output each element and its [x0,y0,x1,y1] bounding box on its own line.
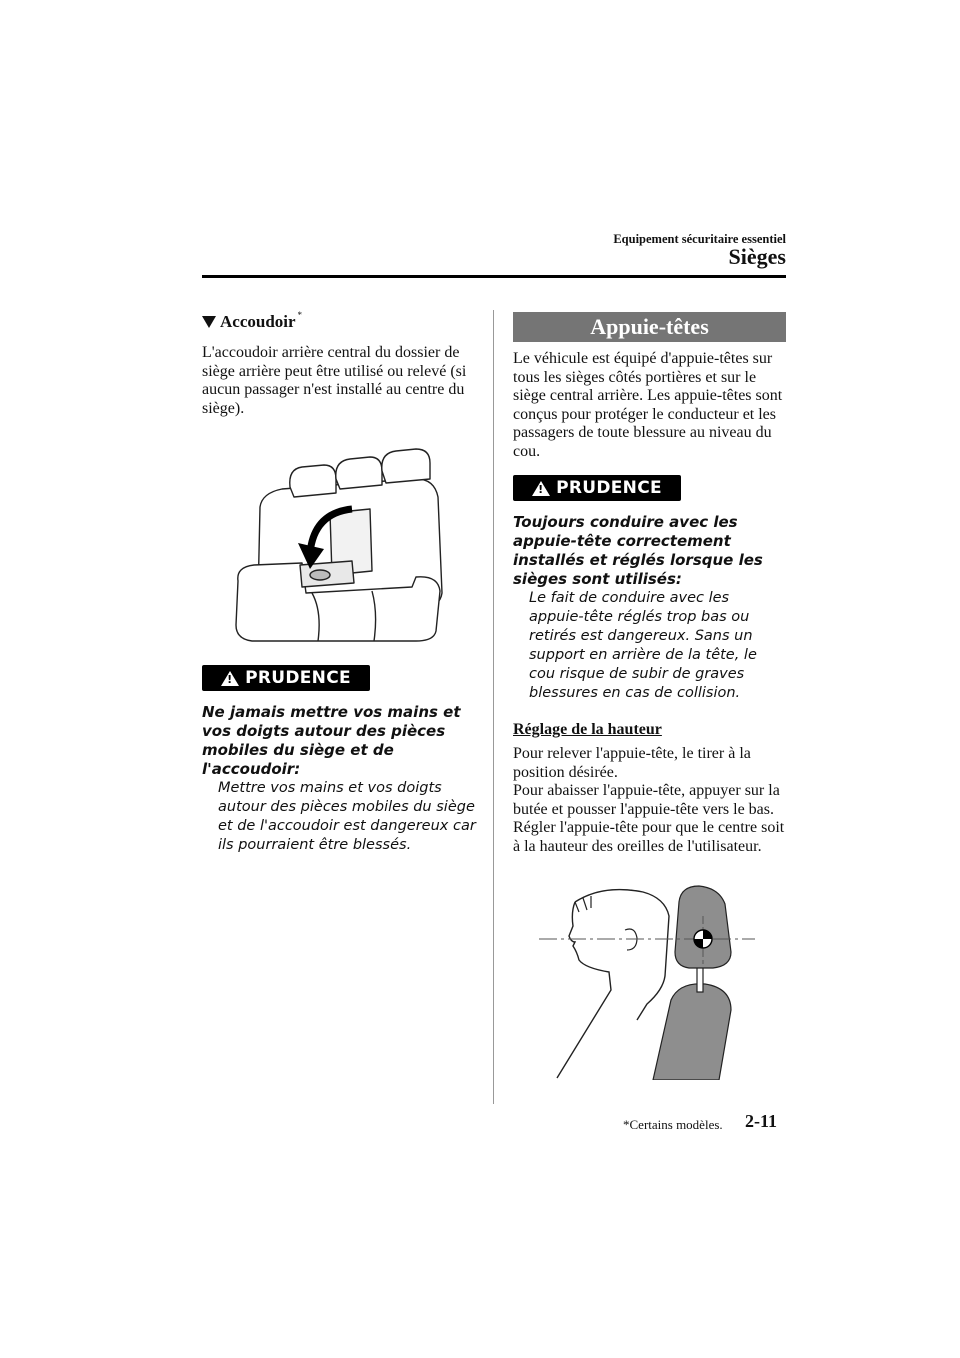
warning-icon: ! [221,671,239,686]
height-adjust-subheading: Réglage de la hauteur [513,721,662,738]
rear-seat-armrest-illustration [202,443,478,643]
column-divider [493,310,494,1104]
adjust-text-2: Pour abaisser l'appuie-tête, appuyer sur la butée et pousser l'appuie-tête vers le bas. [513,782,780,818]
section-subtitle: Equipement sécuritaire essentiel [613,232,786,246]
headrest-banner: Appuie-têtes [513,312,786,342]
adjust-text-3: Régler l'appuie-tête pour que le centre soit à la hauteur des oreilles de l'utilisateur. [513,819,785,855]
caution-heading: Toujours conduire avec les appuie-tête correctement installés et réglés lorsque les sièges sont utilisés: [513,513,763,588]
page-title: Sièges [728,244,786,269]
caution-label-text: PRUDENCE [556,478,662,498]
armrest-heading-text: Accoudoir [220,312,296,331]
right-column [513,312,786,1080]
caution-text: Mettre vos mains et vos doigts autour des pièces mobiles du siège et de l'accoudoir est dangereux car ils pourraient être blessés. [218,780,476,853]
footnote: *Certains modèles. [623,1117,723,1132]
headrest-position-illustration [513,880,786,1080]
page-number: 2-11 [745,1111,778,1131]
caution-label-text: PRUDENCE [245,668,351,688]
armrest-heading [202,312,478,332]
left-column [202,312,478,855]
caution-heading: Ne jamais mettre vos mains et vos doigts autour des pièces mobiles du siège et de l'accoudoir: [202,703,461,778]
armrest-paragraph: L'accoudoir arrière central du dossier de siège arrière peut être utilisé ou relevé (si aucun passager n'est installé au centre du siège). [202,344,467,417]
caution-label [513,475,681,501]
header-rule [202,275,786,278]
warning-icon: ! [532,481,550,496]
triangle-bullet-icon [202,316,216,328]
adjust-text-1: Pour relever l'appuie-tête, le tirer à la position désirée. [513,745,751,781]
model-marker: * [297,310,303,320]
headrest-paragraph: Le véhicule est équipé d'appuie-têtes sur tous les sièges côtés portières et sur le siège central arrière. Les appuie-têtes sont conçus pour protéger le conducteur et les passagers de toute blessure au niveau du cou. [513,350,783,460]
caution-text: Le fait de conduire avec les appuie-tête réglés trop bas ou retirés est dangereux. Sans un support en arrière de la tête, le cou risque de subir de graves blessures en cas de collision. [529,590,757,701]
caution-label [202,665,370,691]
